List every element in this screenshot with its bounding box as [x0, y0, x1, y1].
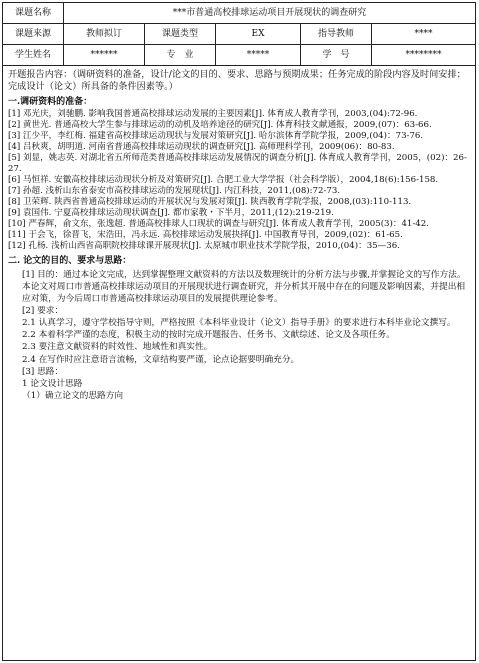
- report-content: [3, 66, 475, 402]
- section-heading-2: 二. 论文的目的、要求与思路：: [8, 256, 132, 267]
- reference-item: [6] 马恒祥. 安徽高校排球运动现状分析及对策研究[J]. 合肥工业大学学报（社会科学版），2004,18(6):156-158.: [8, 175, 439, 186]
- idea-item: 1 论文设计思路: [22, 378, 83, 389]
- reference-item: [10] 严春辉，俞文东，张逸超. 普通高校排球人口现状的调查与研究[J]. 体育成人教育学刊，2005(3)：41-42.: [8, 219, 429, 230]
- title-row: [3, 3, 475, 24]
- type-value: EX: [216, 24, 301, 44]
- student-name-label: 学生姓名: [3, 45, 64, 65]
- requirement-item: 2.3 要注意文献资料的时效性、地域性和真实性。: [22, 342, 213, 353]
- source-label: 课题来源: [3, 24, 64, 44]
- reference-item: [4] 吕秋爽，胡明道. 河南省普通高校排球运动现状的调查研究[J]. 高师理科学刊，2009(06)：80-83.: [8, 142, 395, 153]
- student-row: [3, 45, 475, 66]
- advisor-value: ****: [414, 28, 433, 39]
- reference-item: [11] 于会飞，徐晋飞，宋浩田，冯永远. 高校排球运动发展抉择[J]. 中国教育导刊，2009,(02)：61-65.: [8, 230, 403, 241]
- reference-item: [3] 江少平，李红梅. 福建省高校排球运动现状与发展对策研究[J]. 哈尔滨体育学院学报，2009,(04)：73-76.: [8, 131, 424, 142]
- title-value: ***市普通高校排球运动项目开展现状的调查研究: [172, 7, 367, 18]
- student-name-value: ******: [64, 45, 145, 65]
- major-value: *****: [216, 45, 301, 65]
- reference-item: [8] 卫荣辉. 陕西省普通高校排球运动的开展状况与发展对策[J]. 陕西教育学院学报，2008,(03):110-113.: [8, 197, 412, 208]
- reference-item: [2] 黄世光. 普通高校大学生参与排球运动的动机及培养途径的研究[J]. 体育科技文献通报，2009,(07)：63-66.: [8, 120, 432, 131]
- reference-item: [9] 袁国伟. 宁夏高校排球运动现状调查[J]. 都市家教・下半月，2011,(12):219-219.: [8, 208, 334, 219]
- idea-subitem: （1）确立论文的思路方向: [22, 390, 124, 401]
- requirement-item: 2.2 本着科学严谨的态度，积极主动的按时完成开题报告、任务书、文献综述、论文及各项任务。: [22, 330, 395, 341]
- requirement-item: 2.1 认真学习，遵守学校指导守则，严格按照《本科毕业设计（论文）指导手册》的要求进行本科毕业论文撰写。: [22, 318, 456, 329]
- advisor-label: 指导教师: [301, 24, 372, 44]
- intro-text: 开题报告内容：（调研资料的准备，设计/论文的目的、要求、思路与预期成果；任务完成的阶段内容及时间安排；完成设计（论文）所具备的条件因素等。）: [8, 69, 466, 92]
- type-label: 课题类型: [145, 24, 216, 44]
- idea-heading: [3] 思路：: [22, 366, 64, 377]
- reference-item: [1] 邓光庆，刘驰鹏. 影响我国普通高校排球运动发展的主要因素[J]. 体育成人教育学刊，2003,(04):72-96.: [8, 109, 418, 120]
- goal-paragraph: [1] 目的：通过本论文完成，达到掌握整理文献资料的方法以及数理统计的分析方法与步骤,并掌握论文的写作方法。本论文对周口市普通高校排球运动项目的开展现状进行调查研究，并分析其开展中存在的问题及影响因素，并提出相应对策，为今后周口市普通高校排球运动项目的发展提供理论参考。: [22, 270, 466, 305]
- section-heading-1: 一.调研资料的准备：: [8, 96, 93, 107]
- title-label: 课题名称: [3, 3, 64, 23]
- student-id-value: ********: [405, 49, 442, 60]
- requirement-item: 2.4 在写作时应注意语言流畅，文章结构要严谨，论点论据要明确充分。: [22, 354, 300, 365]
- reference-item: [12] 孔杨. 浅析山西省高职院校排球课开展现状[J]. 太原城市职业技术学院学报，2010,(04)：35—36.: [8, 241, 400, 252]
- student-id-label: 学 号: [301, 45, 372, 65]
- reference-item: [7] 孙超. 浅析山东省泰安市高校排球运动的发展现状[J]. 内江科技，2011,(08):72-73.: [8, 186, 341, 197]
- source-row: [3, 24, 475, 45]
- major-label: 专 业: [145, 45, 216, 65]
- reference-item: [5] 刘显，姚志英. 对湖北省五所师范类普通高校排球运动发展情况的调查分析[J]. 体育成人教育学刊，2005，(02)：26-27.: [8, 153, 467, 175]
- source-value: 教师拟订: [64, 24, 145, 44]
- report-sheet: [2, 2, 476, 661]
- requirements-heading: [2] 要求：: [22, 306, 64, 317]
